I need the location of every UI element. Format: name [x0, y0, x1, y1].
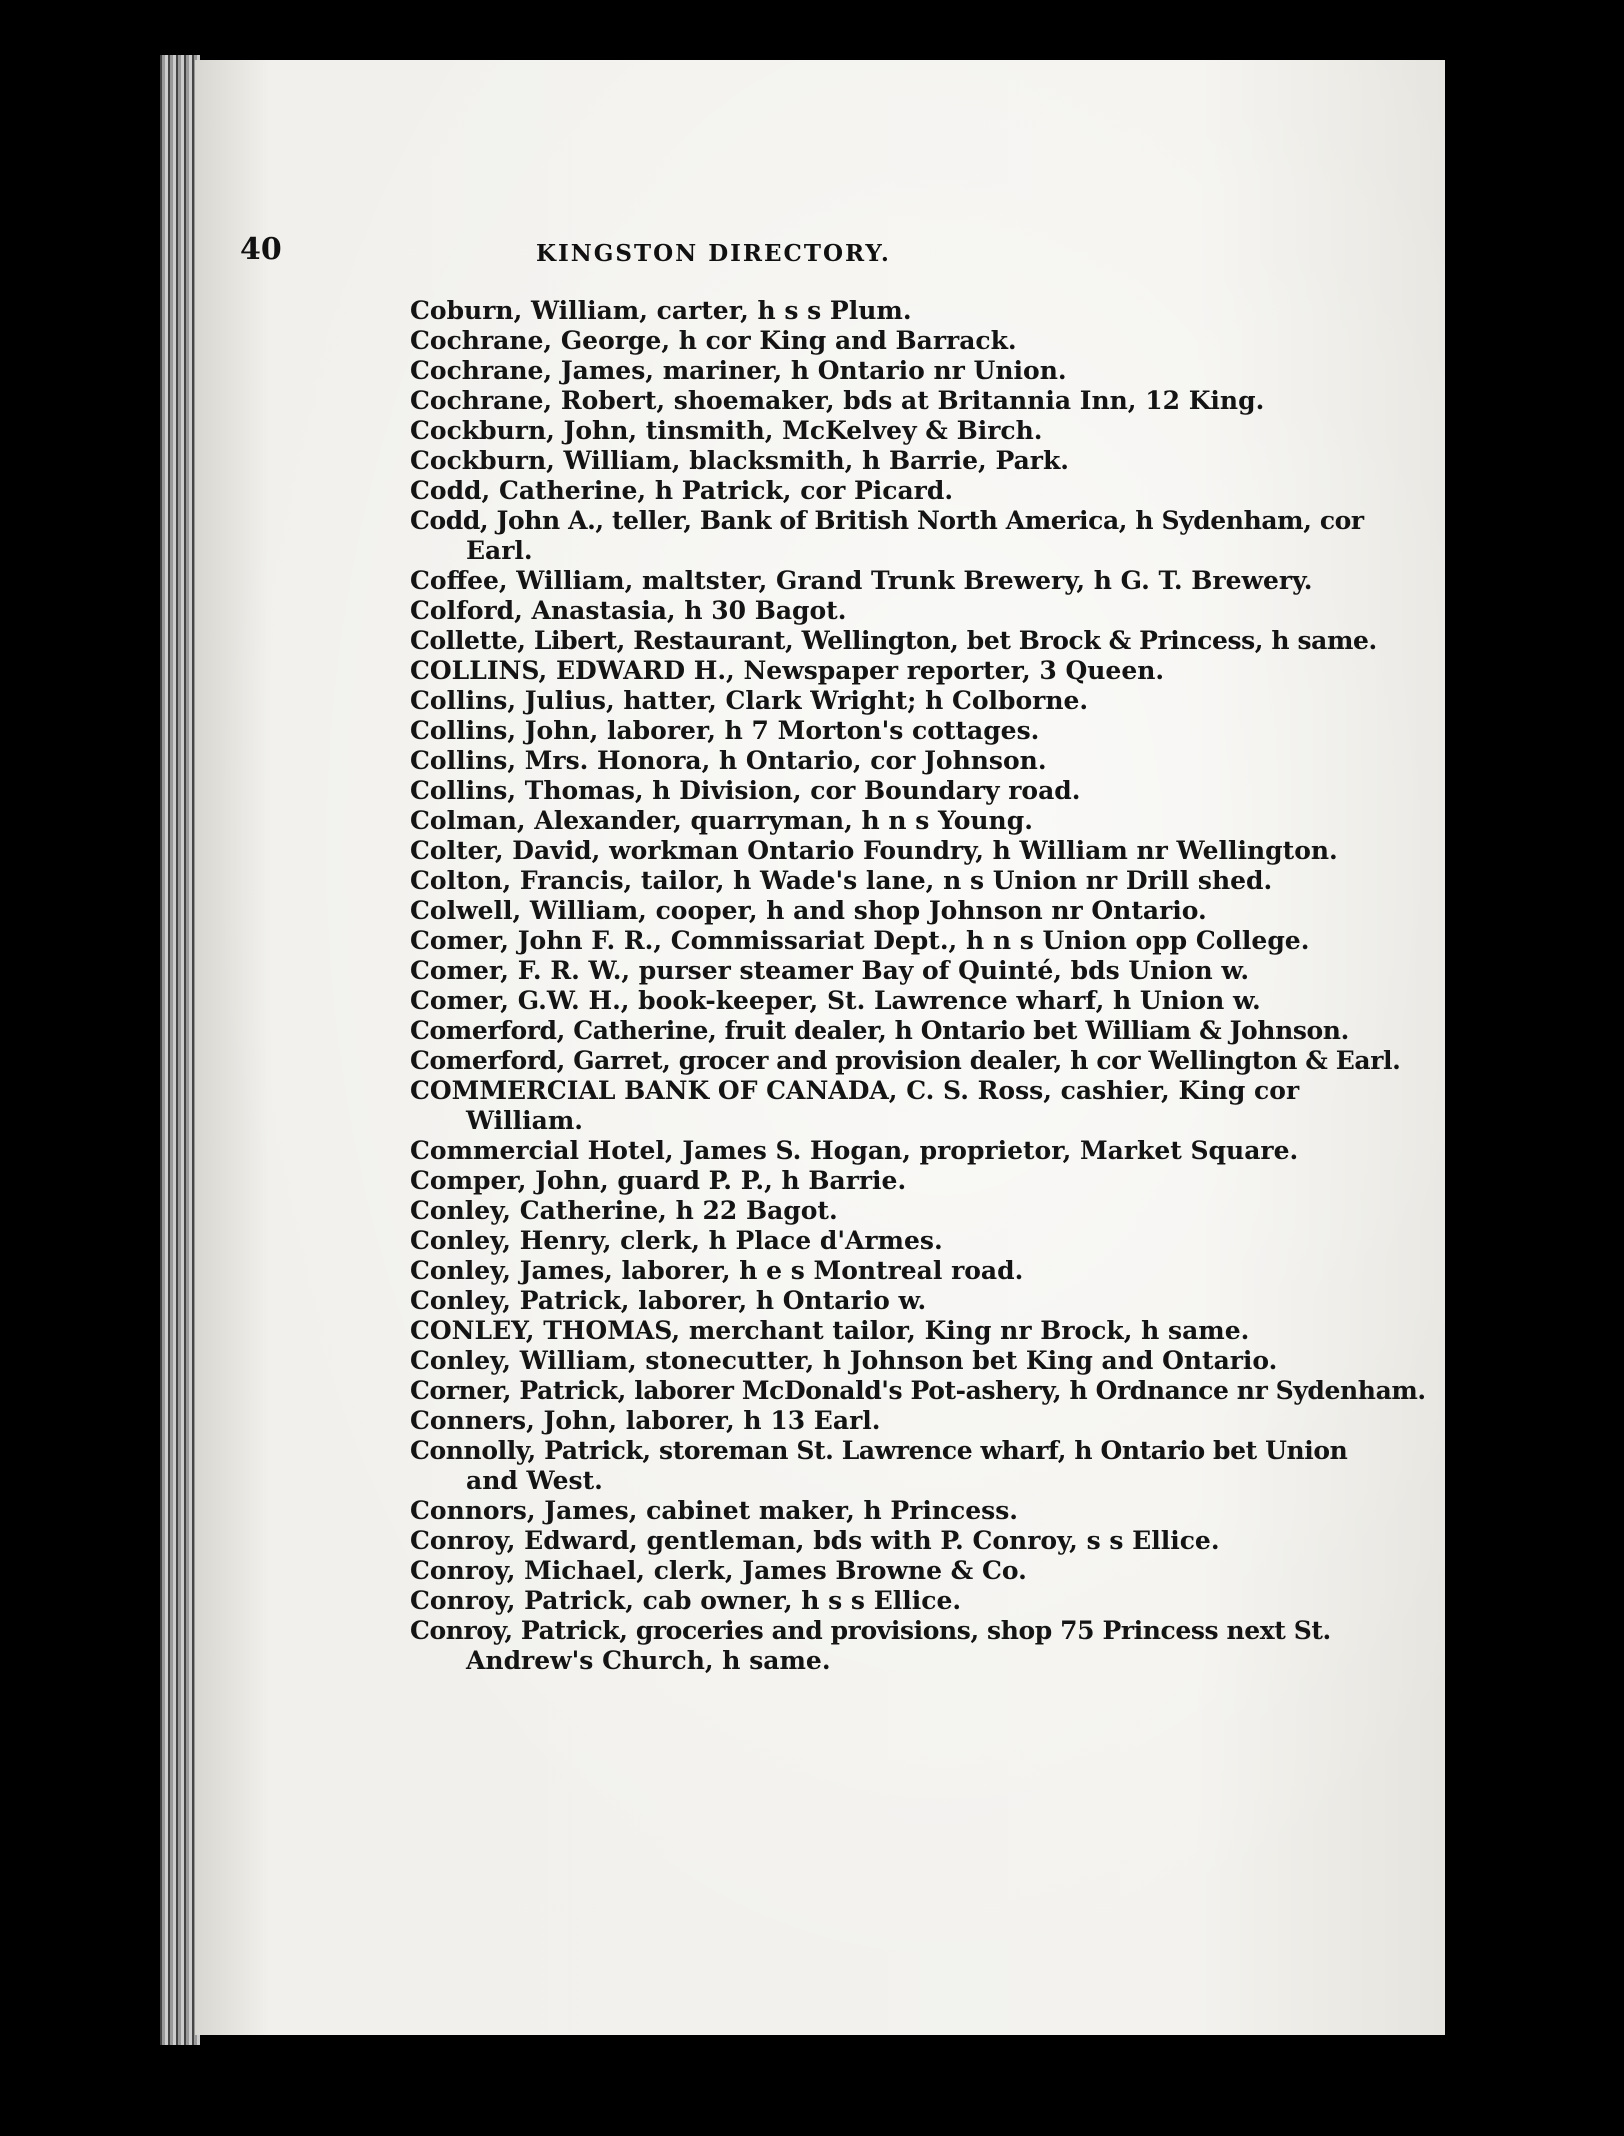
directory-entry: Corner, Patrick, laborer McDonald's Pot-ashery, h Ordnance nr Sydenham. [410, 1376, 1426, 1405]
directory-entry: Colter, David, workman Ontario Foundry, h William nr Wellington. [410, 836, 1338, 865]
directory-entry: Colwell, William, cooper, h and shop Johnson nr Ontario. [410, 896, 1207, 925]
directory-entry: Conroy, Patrick, groceries and provisions, shop 75 Princess next St. [410, 1616, 1331, 1645]
directory-entry: Codd, John A., teller, Bank of British North America, h Sydenham, cor [410, 506, 1364, 535]
directory-entry: Comerford, Garret, grocer and provision dealer, h cor Wellington & Earl. [410, 1046, 1401, 1075]
running-title: KINGSTON DIRECTORY. [536, 240, 891, 267]
directory-entry: Connors, James, cabinet maker, h Princess. [410, 1496, 1018, 1525]
directory-entry: Collins, Julius, hatter, Clark Wright; h Colborne. [410, 686, 1089, 715]
directory-entry: Conley, Catherine, h 22 Bagot. [410, 1196, 838, 1225]
directory-entry: Commercial Hotel, James S. Hogan, proprietor, Market Square. [410, 1136, 1299, 1165]
directory-entry: Colton, Francis, tailor, h Wade's lane, n s Union nr Drill shed. [410, 866, 1273, 895]
directory-entry: Comer, G.W. H., book-keeper, St. Lawrence wharf, h Union w. [410, 986, 1261, 1015]
directory-entry-continuation: Earl. [466, 536, 533, 565]
directory-entry: Comer, F. R. W., purser steamer Bay of Quinté, bds Union w. [410, 956, 1250, 985]
directory-entry: Conley, Patrick, laborer, h Ontario w. [410, 1286, 927, 1315]
directory-entry-continuation: Andrew's Church, h same. [466, 1646, 831, 1675]
directory-entry: Cochrane, George, h cor King and Barrack. [410, 326, 1017, 355]
directory-entry: COLLINS, EDWARD H., Newspaper reporter, 3 Queen. [410, 656, 1165, 685]
directory-entry: Conroy, Michael, clerk, James Browne & Co. [410, 1556, 1027, 1585]
book-page-edges [160, 55, 200, 2045]
directory-entry: Conroy, Patrick, cab owner, h s s Ellice. [410, 1586, 962, 1615]
directory-entry: Comper, John, guard P. P., h Barrie. [410, 1166, 907, 1195]
directory-entry: Cochrane, Robert, shoemaker, bds at Britannia Inn, 12 King. [410, 386, 1265, 415]
directory-entry-continuation: William. [466, 1106, 583, 1135]
page-number: 40 [240, 232, 282, 267]
directory-entry: Collins, Mrs. Honora, h Ontario, cor Johnson. [410, 746, 1047, 775]
directory-entry: Coffee, William, maltster, Grand Trunk Brewery, h G. T. Brewery. [410, 566, 1313, 595]
directory-entry: Collins, John, laborer, h 7 Morton's cottages. [410, 716, 1040, 745]
directory-entry: Conley, James, laborer, h e s Montreal road. [410, 1256, 1024, 1285]
directory-entry-continuation: and West. [466, 1466, 603, 1495]
directory-entry: Comerford, Catherine, fruit dealer, h Ontario bet William & Johnson. [410, 1016, 1349, 1045]
directory-entry: Coburn, William, carter, h s s Plum. [410, 296, 912, 325]
directory-entry: Conley, William, stonecutter, h Johnson bet King and Ontario. [410, 1346, 1278, 1375]
directory-entry: Cochrane, James, mariner, h Ontario nr Union. [410, 356, 1067, 385]
directory-entry: Colford, Anastasia, h 30 Bagot. [410, 596, 847, 625]
directory-entry: Conley, Henry, clerk, h Place d'Armes. [410, 1226, 943, 1255]
directory-entry: Connolly, Patrick, storeman St. Lawrence wharf, h Ontario bet Union [410, 1436, 1348, 1465]
directory-entries [410, 296, 1426, 1676]
directory-entry: Collins, Thomas, h Division, cor Boundary road. [410, 776, 1081, 805]
directory-entry: Codd, Catherine, h Patrick, cor Picard. [410, 476, 954, 505]
directory-entry: Conners, John, laborer, h 13 Earl. [410, 1406, 881, 1435]
directory-entry: CONLEY, THOMAS, merchant tailor, King nr Brock, h same. [410, 1316, 1250, 1345]
directory-entry: Cockburn, William, blacksmith, h Barrie, Park. [410, 446, 1069, 475]
directory-entry: Colman, Alexander, quarryman, h n s Young. [410, 806, 1033, 835]
directory-entry: COMMERCIAL BANK OF CANADA, C. S. Ross, cashier, King cor [410, 1076, 1300, 1105]
directory-entry: Cockburn, John, tinsmith, McKelvey & Birch. [410, 416, 1043, 445]
directory-entry: Collette, Libert, Restaurant, Wellington, bet Brock & Princess, h same. [410, 626, 1377, 655]
directory-entry: Comer, John F. R., Commissariat Dept., h n s Union opp College. [410, 926, 1310, 955]
page-header [240, 232, 1040, 272]
directory-entry: Conroy, Edward, gentleman, bds with P. Conroy, s s Ellice. [410, 1526, 1220, 1555]
